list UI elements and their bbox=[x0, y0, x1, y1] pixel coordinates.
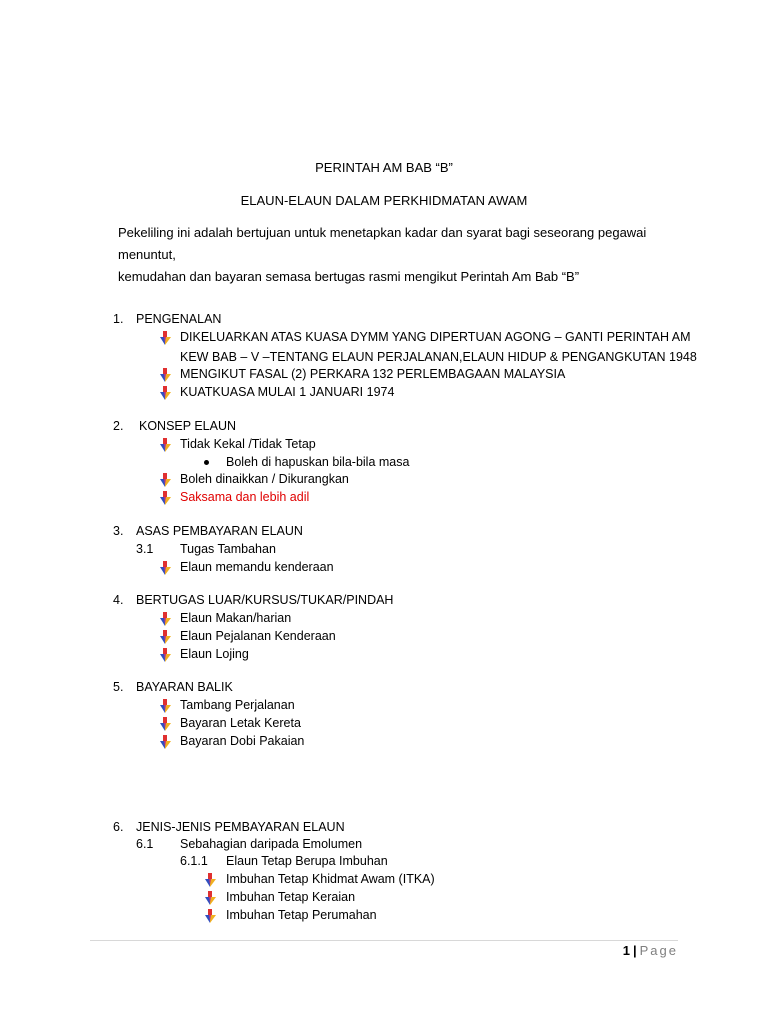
arrow-bullet-icon bbox=[205, 873, 217, 887]
arrow-bullet-icon bbox=[205, 909, 217, 923]
list-item: Imbuhan Tetap Keraian bbox=[226, 890, 356, 904]
list-item: Bayaran Letak Kereta bbox=[180, 716, 301, 730]
list-item: Tidak Kekal /Tidak Tetap bbox=[180, 437, 316, 451]
subsection-number: 6.1 bbox=[136, 837, 154, 851]
arrow-bullet-icon bbox=[205, 891, 217, 905]
list-item: DIKELUARKAN ATAS KUASA DYMM YANG DIPERTUAN AGONG – GANTI PERINTAH AM bbox=[180, 330, 691, 344]
sub-subsection-number: 6.1.1 bbox=[180, 854, 208, 868]
list-item: Elaun Pejalanan Kenderaan bbox=[180, 629, 336, 643]
section-1-heading: PENGENALAN bbox=[136, 312, 222, 326]
arrow-bullet-icon bbox=[160, 735, 172, 749]
section-5-heading: BAYARAN BALIK bbox=[136, 680, 233, 694]
arrow-bullet-icon bbox=[160, 648, 172, 662]
page-footer bbox=[623, 943, 678, 958]
arrow-bullet-icon bbox=[160, 473, 172, 487]
document-subtitle: ELAUN-ELAUN DALAM PERKHIDMATAN AWAM bbox=[240, 193, 528, 208]
arrow-bullet-icon bbox=[160, 561, 172, 575]
footer-divider bbox=[90, 940, 678, 941]
arrow-bullet-icon bbox=[160, 386, 172, 400]
highlighted-list-item: Saksama dan lebih adil bbox=[180, 490, 310, 504]
dot-bullet-icon bbox=[204, 460, 209, 465]
section-6-heading: JENIS-JENIS PEMBAYARAN ELAUN bbox=[136, 820, 345, 834]
list-item: Boleh dinaikkan / Dikurangkan bbox=[180, 472, 349, 486]
list-item: Elaun Lojing bbox=[180, 647, 249, 661]
footer-separator: | bbox=[632, 943, 637, 958]
arrow-bullet-icon bbox=[160, 717, 172, 731]
page-label: Page bbox=[639, 943, 678, 958]
section-3-heading: ASAS PEMBAYARAN ELAUN bbox=[136, 524, 303, 538]
list-item: MENGIKUT FASAL (2) PERKARA 132 PERLEMBAGAAN MALAYSIA bbox=[180, 367, 566, 381]
arrow-bullet-icon bbox=[160, 699, 172, 713]
section-1-number: 1. bbox=[113, 312, 124, 326]
list-item: Imbuhan Tetap Perumahan bbox=[226, 908, 377, 922]
section-5-number: 5. bbox=[113, 680, 124, 694]
subsection-label: Sebahagian daripada Emolumen bbox=[180, 837, 363, 851]
arrow-bullet-icon bbox=[160, 612, 172, 626]
list-item: Tambang Perjalanan bbox=[180, 698, 295, 712]
arrow-bullet-icon bbox=[160, 368, 172, 382]
list-item: Imbuhan Tetap Khidmat Awam (ITKA) bbox=[226, 872, 435, 886]
list-item: KUATKUASA MULAI 1 JANUARI 1974 bbox=[180, 385, 395, 399]
document-title: PERINTAH AM BAB “B” bbox=[315, 160, 453, 175]
section-4-number: 4. bbox=[113, 593, 124, 607]
section-2-number: 2. bbox=[113, 419, 124, 433]
section-4-heading: BERTUGAS LUAR/KURSUS/TUKAR/PINDAH bbox=[136, 593, 394, 607]
intro-paragraph bbox=[118, 222, 678, 288]
subsection-label: Tugas Tambahan bbox=[180, 542, 276, 556]
arrow-bullet-icon bbox=[160, 438, 172, 452]
sub-subsection-label: Elaun Tetap Berupa Imbuhan bbox=[226, 854, 388, 868]
section-6-number: 6. bbox=[113, 820, 124, 834]
list-item: Elaun Makan/harian bbox=[180, 611, 292, 625]
arrow-bullet-icon bbox=[160, 491, 172, 505]
page-number: 1 bbox=[622, 943, 630, 958]
intro-line-2: kemudahan dan bayaran semasa bertugas rasmi mengikut Perintah Am Bab “B” bbox=[118, 269, 580, 284]
list-item: Elaun memandu kenderaan bbox=[180, 560, 334, 574]
list-item: Bayaran Dobi Pakaian bbox=[180, 734, 305, 748]
section-3-number: 3. bbox=[113, 524, 124, 538]
intro-line-1: Pekeliling ini adalah bertujuan untuk menetapkan kadar dan syarat bagi seseorang pegawai menuntut, bbox=[118, 225, 647, 262]
sub-list-item: Boleh di hapuskan bila-bila masa bbox=[226, 455, 410, 469]
list-item-continuation: KEW BAB – V –TENTANG ELAUN PERJALANAN,ELAUN HIDUP & PENGANGKUTAN 1948 bbox=[180, 350, 697, 364]
arrow-bullet-icon bbox=[160, 331, 172, 345]
arrow-bullet-icon bbox=[160, 630, 172, 644]
section-2-heading: KONSEP ELAUN bbox=[139, 419, 237, 433]
subsection-number: 3.1 bbox=[136, 542, 154, 556]
